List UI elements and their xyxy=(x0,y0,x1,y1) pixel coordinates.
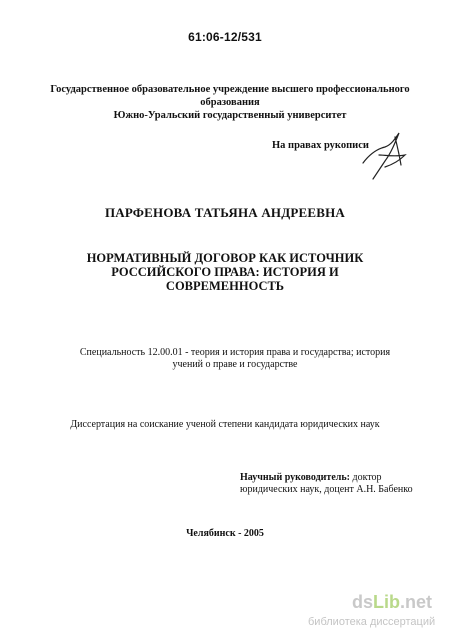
watermark-logo-part-3: .net xyxy=(400,592,433,612)
title-line-2: РОССИЙСКОГО ПРАВА: ИСТОРИЯ И xyxy=(111,265,339,279)
rights-note: На правах рукописи xyxy=(272,140,369,151)
advisor-label: Научный руководитель: xyxy=(240,472,350,483)
specialty-block xyxy=(70,347,400,371)
institution-line-1: Государственное образовательное учреждение высшего профессионального xyxy=(50,84,410,95)
author-name: ПАРФЕНОВА ТАТЬЯНА АНДРЕЕВНА xyxy=(104,205,346,220)
advisor-line-2: юридических наук, доцент А.Н. Бабенко xyxy=(240,484,413,495)
advisor-block xyxy=(240,472,413,496)
dissertation-degree: Диссертация на соискание ученой степени кандидата юридических наук xyxy=(70,419,380,430)
specialty-line-1: Специальность 12.00.01 - теория и история права и государства; история xyxy=(79,347,391,358)
advisor-line-1 xyxy=(240,472,413,484)
city-year: Челябинск - 2005 xyxy=(186,528,264,539)
advisor-degree: доктор xyxy=(350,472,382,483)
title-line-3: СОВРЕМЕННОСТЬ xyxy=(165,279,285,293)
watermark-logo-part-1: ds xyxy=(352,592,374,612)
watermark-tagline: библиотека диссертаций xyxy=(308,616,436,628)
dissertation-title xyxy=(60,251,390,293)
institution-line-2: образования xyxy=(200,97,260,108)
institution-line-3: Южно-Уральский государственный университет xyxy=(113,110,347,121)
institution-block xyxy=(40,83,420,122)
specialty-line-2: учений о праве и государстве xyxy=(172,359,298,370)
watermark-logo xyxy=(352,592,432,612)
watermark-logo-part-2: Lib xyxy=(373,592,401,612)
document-code: 61:06-12/531 xyxy=(188,30,262,44)
signature-image xyxy=(355,125,415,185)
title-line-1: НОРМАТИВНЫЙ ДОГОВОР КАК ИСТОЧНИК xyxy=(86,251,364,265)
